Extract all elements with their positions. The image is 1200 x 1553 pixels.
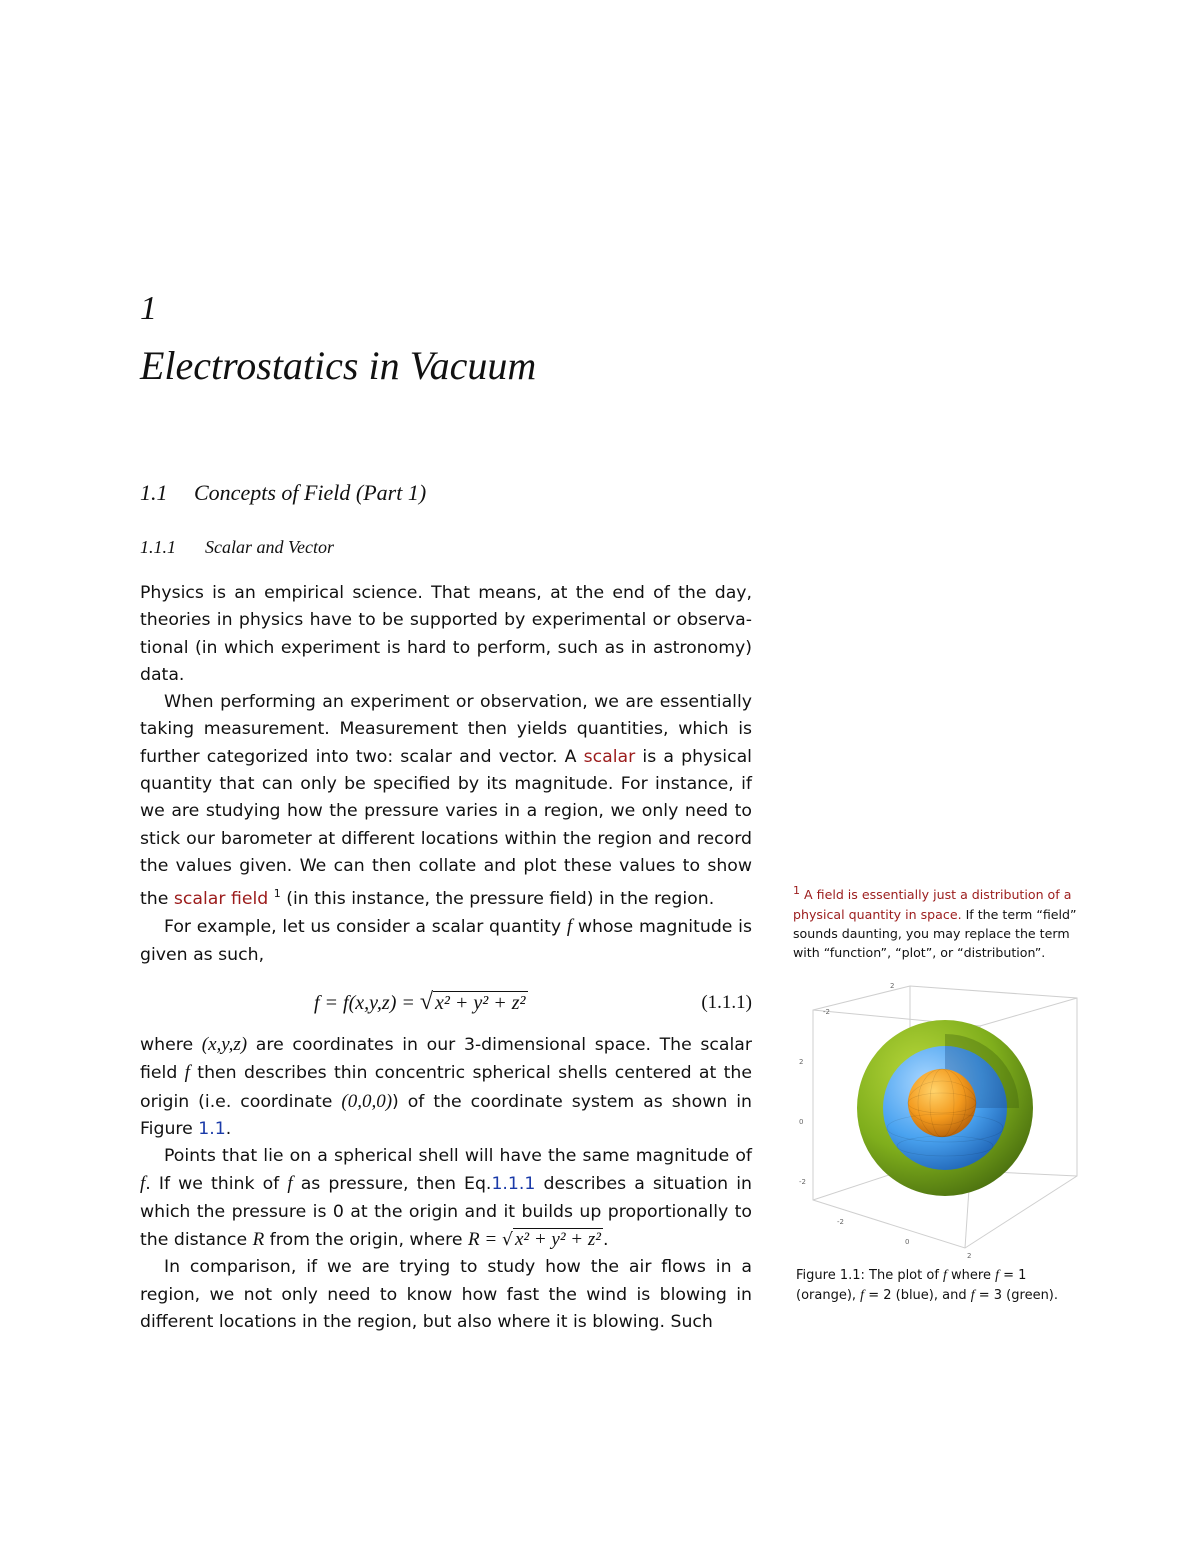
sqrt-radicand: x² + y² + z² [435, 991, 526, 1014]
footnote-mark[interactable]: 1 [273, 887, 281, 901]
subsection-title: Scalar and Vector [205, 537, 334, 557]
tick-label: -2 [837, 1218, 844, 1226]
paragraph-5: Points that lie on a spherical shell will have the same magnitude of f. If we think of f as pressure, then Eq.1.1.1 describes a situation in which the pressure is 0 at the origin and it builds up proportionally to the distance R from the origin, where R = √ x² + y² + z² . [140, 1146, 752, 1250]
figure-reference-link[interactable]: 1.1 [198, 1118, 226, 1139]
equation-number: (1.1.1) [701, 991, 752, 1013]
tick-label: 0 [905, 1238, 910, 1246]
paragraph-3: For example, let us consider a scalar quantity f whose magnitude is given as such, [140, 916, 752, 965]
sidenote-mark: 1 [793, 884, 800, 897]
term-scalar-field: scalar field [173, 889, 269, 910]
paragraph-1: Physics is an empirical science. That means, at the end of the day, theories in physics have to be supported by experimental or observational (in which experiment is hard to perform, such as in astronomy) data. [140, 583, 752, 685]
figure-1-1 [795, 978, 1085, 1258]
tick-label: -2 [799, 1178, 806, 1186]
subsection-number: 1.1.1 [140, 537, 176, 557]
tick-label: 2 [967, 1252, 972, 1258]
section-number: 1.1 [140, 480, 168, 505]
chapter-title: Electrostatics in Vacuum [140, 343, 537, 388]
sphere-plot [795, 978, 1085, 1258]
term-scalar: scalar [583, 746, 636, 767]
subsection-heading [140, 537, 334, 558]
tick-label: 2 [799, 1058, 804, 1066]
main-text [140, 580, 752, 1336]
equation-reference-link[interactable]: 1.1.1 [491, 1174, 536, 1195]
tick-label: 2 [890, 982, 895, 990]
tick-label: 0 [799, 1118, 804, 1126]
equation-1-1-1 [140, 975, 752, 1031]
equation-body: f = f(x,y,z) = √ x² + y² + z² [314, 988, 526, 1015]
sidenote-term: A field is essentially just a distribution of a physical quantity in space. [793, 887, 1072, 922]
sidenote [793, 881, 1083, 963]
section-heading [140, 480, 426, 506]
sqrt-sign: √ [501, 1230, 513, 1250]
tick-label: -2 [823, 1008, 830, 1016]
section-title: Concepts of Field (Part 1) [194, 480, 427, 505]
sidenote-text: If the term “field” sounds daunting, you may replace the term with “function”, “plot”, or “distribution”. [793, 906, 1077, 961]
chapter-number: 1 [140, 290, 157, 327]
sqrt-sign: √ [419, 988, 434, 1015]
paragraph-4: where (x,y,z) are coordinates in our 3-dimensional space. The scalar field f then describes thin concentric spherical shells centered at the origin (i.e. coordinate (0,0,0)) of the coordinate system as shown in Figure 1.1. [140, 1033, 753, 1139]
figure-caption: Figure 1.1: The plot of f where f = 1 (orange), f = 2 (blue), and f = 3 (green). [796, 1268, 1059, 1303]
paragraph-6: In comparison, if we are trying to study how the air flows in a region, we not only need to know how fast the wind is blowing in different locations in the region, but also where it is blowing. Such [140, 1257, 752, 1332]
paragraph-2: When performing an experiment or observation, we are essentially taking measurement. Measurement then yields quantities, which is further categorized into two: scalar and vector. A scalar is a physical quantity that can only be specified by its magnitude. For instance, if we are studying how the pressure varies in a region, we only need to stick our barometer at different locations within the region and record the values given. We can then collate and plot these values to show the scalar field $^1$ (in this instance, the pressure field) in the region. [140, 692, 752, 910]
